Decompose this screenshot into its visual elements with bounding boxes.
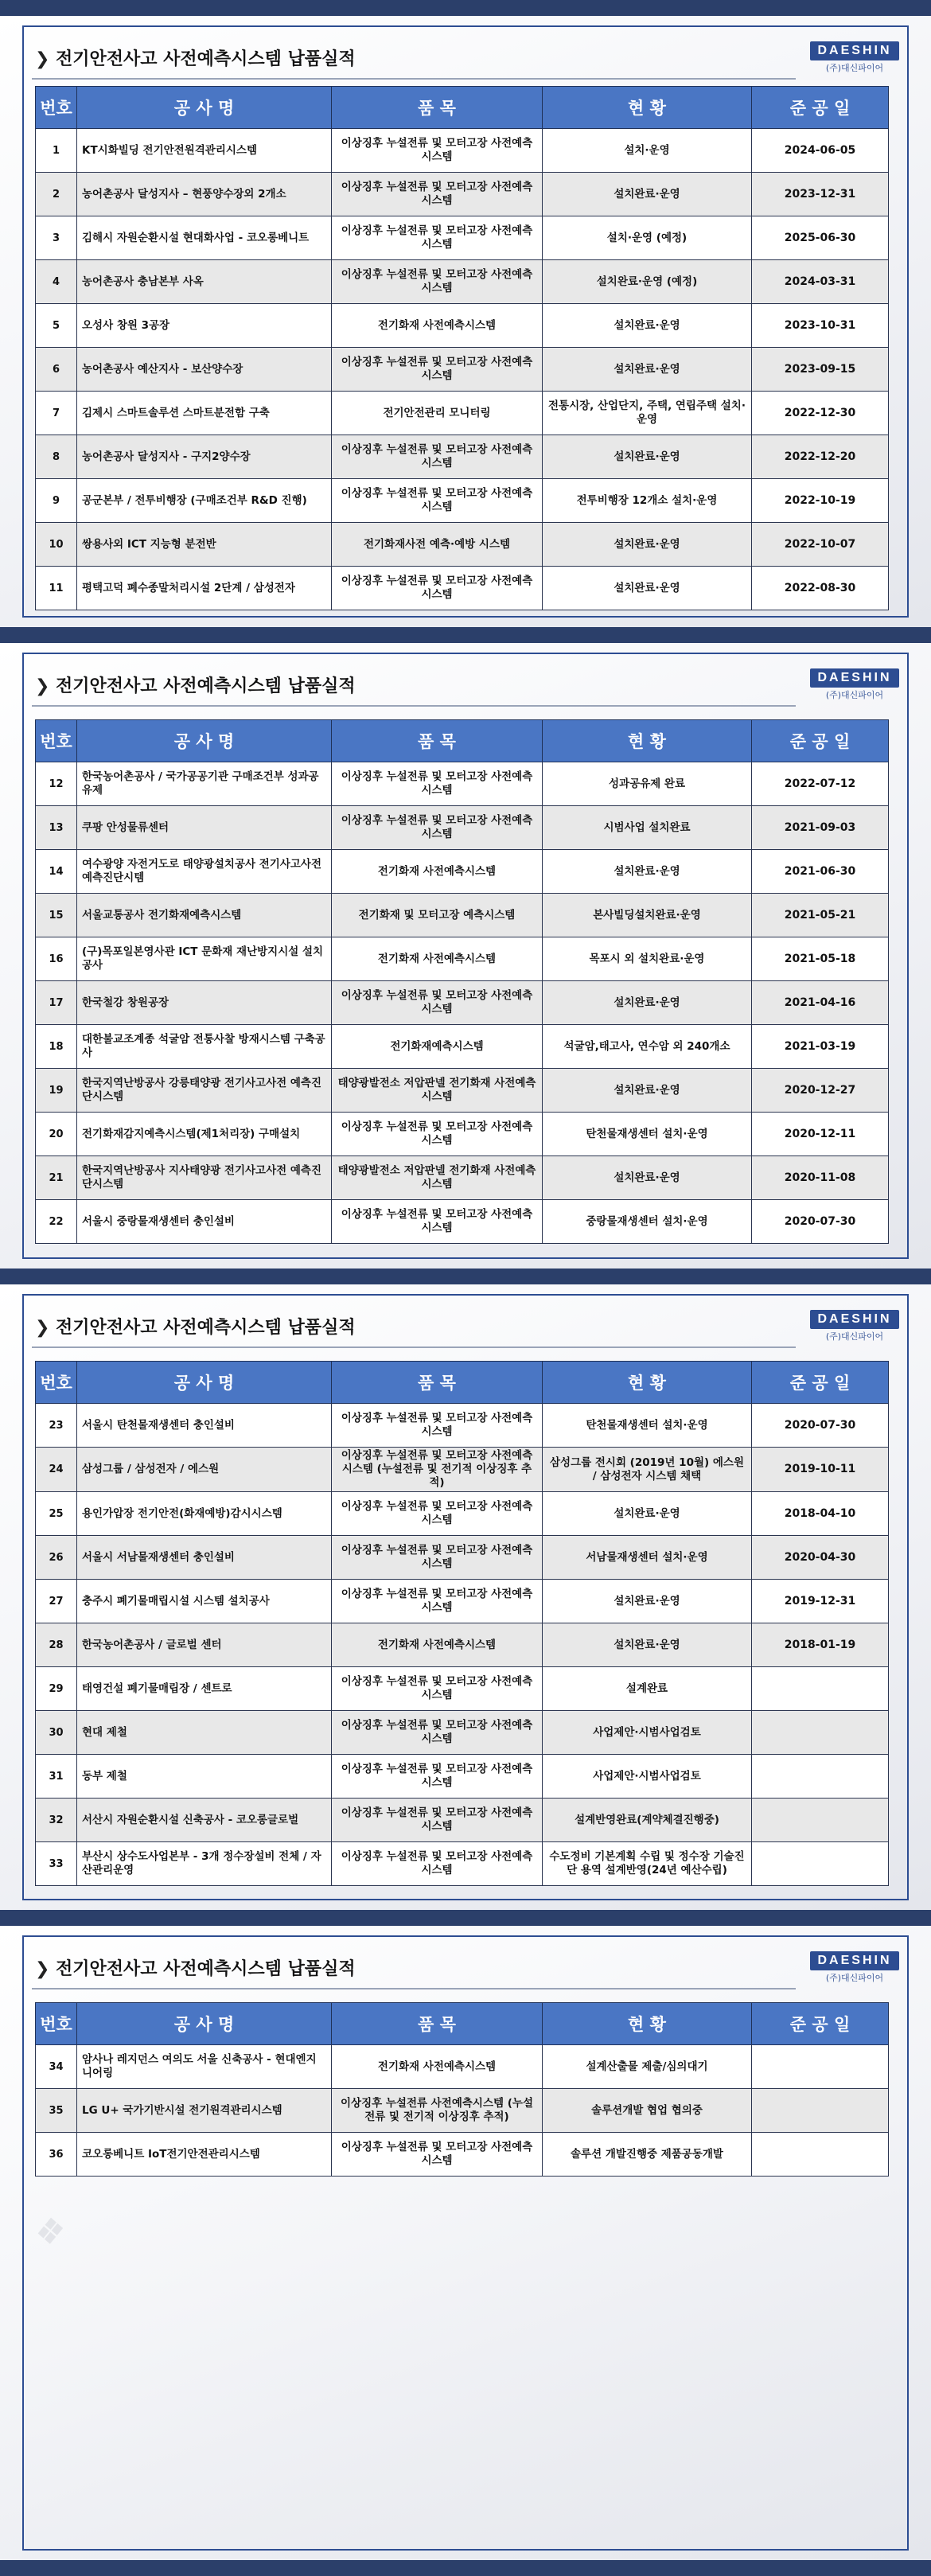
row-number: 19 (36, 1069, 77, 1113)
product-item: 전기화재사전 예측·예방 시스템 (332, 523, 543, 567)
product-item: 이상징후 누설전류 및 모터고장 사전예측시스템 (332, 2133, 543, 2177)
status-text: 삼성그룹 전시회 (2019년 10월) 에스원 / 삼성전자 시스템 채택 (543, 1448, 752, 1492)
table-row (36, 479, 889, 523)
completion-date: 2018-04-10 (752, 1492, 889, 1536)
table-row (36, 1156, 889, 1200)
table-row (36, 850, 889, 894)
status-text: 석굴암,태고사, 연수암 외 240개소 (543, 1025, 752, 1069)
status-text: 설치완료·운영 (예정) (543, 260, 752, 304)
logo-brand: DAESHIN (810, 668, 899, 688)
row-number: 16 (36, 937, 77, 981)
row-number: 22 (36, 1200, 77, 1244)
product-item: 이상징후 누설전류 및 모터고장 사전예측시스템 (332, 129, 543, 173)
product-item: 전기화재 사전예측시스템 (332, 304, 543, 348)
page-title: 전기안전사고 사전예측시스템 납품실적 (56, 1959, 356, 1979)
table-row (36, 523, 889, 567)
status-text: 수도정비 기본계획 수립 및 정수장 기술진단 용역 설계반영(24년 예산수립) (543, 1842, 752, 1886)
row-number: 11 (36, 567, 77, 610)
company-logo (810, 1310, 899, 1345)
separator-band (0, 627, 931, 643)
row-number: 31 (36, 1755, 77, 1799)
completion-date: 2024-06-05 (752, 129, 889, 173)
completion-date: 2022-10-07 (752, 523, 889, 567)
row-number: 12 (36, 762, 77, 806)
row-number: 25 (36, 1492, 77, 1536)
row-number: 27 (36, 1580, 77, 1623)
status-text: 설치완료·운영 (543, 1492, 752, 1536)
completion-date: 2021-04-16 (752, 981, 889, 1025)
project-name: 태영건설 폐기물매립장 / 센트로 (77, 1667, 332, 1711)
status-text: 탄천물재생센터 설치·운영 (543, 1404, 752, 1448)
completion-date: 2022-08-30 (752, 567, 889, 610)
product-item: 전기화재 및 모터고장 예측시스템 (332, 894, 543, 937)
status-text: 설치완료·운영 (543, 523, 752, 567)
row-number: 34 (36, 2045, 77, 2089)
completion-date: 2023-12-31 (752, 173, 889, 216)
project-name: 농어촌공사 예산지사 - 보산양수장 (77, 348, 332, 392)
column-header-status: 현 황 (543, 1362, 752, 1404)
project-name: 한국지역난방공사 지사태양광 전기사고사전 예측진단시스템 (77, 1156, 332, 1200)
status-text: 설치완료·운영 (543, 348, 752, 392)
status-text: 사업제안·시범사업검토 (543, 1711, 752, 1755)
column-header-no: 번호 (36, 2003, 77, 2045)
product-item: 전기화재 사전예측시스템 (332, 937, 543, 981)
chevron-right-icon: ❯ (35, 676, 50, 696)
background-watermark: ❖ (28, 2210, 68, 2255)
column-header-no: 번호 (36, 1362, 77, 1404)
product-item: 이상징후 누설전류 및 모터고장 사전예측시스템 (332, 173, 543, 216)
product-item: 태양광발전소 저압판넬 전기화재 사전예측시스템 (332, 1069, 543, 1113)
table-row (36, 894, 889, 937)
product-item: 이상징후 누설전류 및 모터고장 사전예측시스템 (332, 1200, 543, 1244)
table-row (36, 1492, 889, 1536)
status-text: 성과공유제 완료 (543, 762, 752, 806)
title-underline (32, 1988, 796, 1989)
column-header-status: 현 황 (543, 2003, 752, 2045)
table-row (36, 1536, 889, 1580)
completion-date: 2021-05-21 (752, 894, 889, 937)
completion-date: 2020-11-08 (752, 1156, 889, 1200)
status-text: 탄천물재생센터 설치·운영 (543, 1113, 752, 1156)
row-number: 35 (36, 2089, 77, 2133)
product-item: 이상징후 누설전류 및 모터고장 사전예측시스템 (332, 762, 543, 806)
title-underline (32, 78, 796, 80)
table-row (36, 1667, 889, 1711)
column-header-date: 준 공 일 (752, 2003, 889, 2045)
product-item: 이상징후 누설전류 및 모터고장 사전예측시스템 (332, 479, 543, 523)
status-text: 설치완료·운영 (543, 304, 752, 348)
status-text: 설치·운영 (543, 129, 752, 173)
table-row (36, 2045, 889, 2089)
table-row (36, 1025, 889, 1069)
chevron-right-icon: ❯ (35, 1318, 50, 1338)
status-text: 솔루션개발 협업 협의중 (543, 2089, 752, 2133)
product-item: 전기화재 사전예측시스템 (332, 2045, 543, 2089)
table-header-row (36, 1362, 889, 1404)
column-header-item: 품 목 (332, 87, 543, 129)
row-number: 8 (36, 435, 77, 479)
completion-date (752, 1842, 889, 1886)
row-number: 13 (36, 806, 77, 850)
slide-1 (0, 16, 931, 627)
product-item: 이상징후 누설전류 및 모터고장 사전예측시스템 (332, 981, 543, 1025)
table-row (36, 1404, 889, 1448)
table-row (36, 2133, 889, 2177)
status-text: 중랑물재생센터 설치·운영 (543, 1200, 752, 1244)
product-item: 이상징후 누설전류 및 모터고장 사전예측시스템 (332, 348, 543, 392)
project-name: 평택고덕 폐수종말처리시설 2단계 / 삼성전자 (77, 567, 332, 610)
table-header-row (36, 87, 889, 129)
completion-date: 2022-12-30 (752, 392, 889, 435)
column-header-name: 공 사 명 (77, 87, 332, 129)
table-row (36, 435, 889, 479)
product-item: 이상징후 누설전류 사전예측시스템 (누설전류 및 전기적 이상징후 추적) (332, 2089, 543, 2133)
separator-band (0, 1269, 931, 1284)
table-row (36, 260, 889, 304)
status-text: 설치완료·운영 (543, 981, 752, 1025)
product-item: 이상징후 누설전류 및 모터고장 사전예측시스템 (332, 1492, 543, 1536)
table-row (36, 1580, 889, 1623)
completion-date: 2020-07-30 (752, 1200, 889, 1244)
row-number: 20 (36, 1113, 77, 1156)
slide-header (32, 1310, 899, 1346)
table-row (36, 216, 889, 260)
row-number: 33 (36, 1842, 77, 1886)
table-row (36, 762, 889, 806)
status-text: 목포시 외 설치완료·운영 (543, 937, 752, 981)
row-number: 9 (36, 479, 77, 523)
table-row (36, 1448, 889, 1492)
page-title: 전기안전사고 사전예측시스템 납품실적 (56, 1318, 356, 1338)
status-text: 설치완료·운영 (543, 1069, 752, 1113)
status-text: 전통시장, 산업단지, 주택, 연립주택 설치·운영 (543, 392, 752, 435)
slide-3 (0, 1284, 931, 1910)
table-header-row (36, 2003, 889, 2045)
status-text: 설치완료·운영 (543, 567, 752, 610)
delivery-table (35, 86, 889, 610)
status-text: 설치완료·운영 (543, 1580, 752, 1623)
logo-subtitle: (주)대신파이어 (825, 63, 884, 73)
chevron-right-icon: ❯ (35, 1959, 50, 1979)
status-text: 설계반영완료(계약체결진행중) (543, 1799, 752, 1842)
chevron-right-icon: ❯ (35, 49, 50, 69)
column-header-status: 현 황 (543, 720, 752, 762)
logo-subtitle: (주)대신파이어 (825, 1973, 884, 1983)
row-number: 26 (36, 1536, 77, 1580)
completion-date: 2021-06-30 (752, 850, 889, 894)
status-text: 사업제안·시범사업검토 (543, 1755, 752, 1799)
status-text: 서남물재생센터 설치·운영 (543, 1536, 752, 1580)
completion-date: 2020-12-27 (752, 1069, 889, 1113)
project-name: 삼성그룹 / 삼성전자 / 에스원 (77, 1448, 332, 1492)
separator-band (0, 0, 931, 16)
product-item: 이상징후 누설전류 및 모터고장 사전예측시스템 (332, 1842, 543, 1886)
row-number: 5 (36, 304, 77, 348)
product-item: 전기화재예측시스템 (332, 1025, 543, 1069)
title-underline (32, 1346, 796, 1348)
completion-date: 2022-12-20 (752, 435, 889, 479)
row-number: 17 (36, 981, 77, 1025)
project-name: 전기화재감지예측시스템(제1처리장) 구매설치 (77, 1113, 332, 1156)
product-item: 이상징후 누설전류 및 모터고장 사전예측시스템 (332, 216, 543, 260)
completion-date (752, 2089, 889, 2133)
table-row (36, 1755, 889, 1799)
project-name: 한국농어촌공사 / 글로벌 센터 (77, 1623, 332, 1667)
product-item: 이상징후 누설전류 및 모터고장 사전예측시스템 (332, 1580, 543, 1623)
status-text: 설치완료·운영 (543, 1156, 752, 1200)
status-text: 설치·운영 (예정) (543, 216, 752, 260)
status-text: 설치완료·운영 (543, 173, 752, 216)
status-text: 시범사업 설치완료 (543, 806, 752, 850)
project-name: 농어촌공사 충남본부 사옥 (77, 260, 332, 304)
column-header-name: 공 사 명 (77, 2003, 332, 2045)
project-name: 서울교통공사 전기화재예측시스템 (77, 894, 332, 937)
table-row (36, 806, 889, 850)
status-text: 설치완료·운영 (543, 435, 752, 479)
delivery-table (35, 2002, 889, 2177)
logo-brand: DAESHIN (810, 1310, 899, 1329)
project-name: 서산시 자원순환시설 신축공사 - 코오롱글로벌 (77, 1799, 332, 1842)
product-item: 이상징후 누설전류 및 모터고장 사전예측시스템 (332, 567, 543, 610)
table-row (36, 173, 889, 216)
delivery-table (35, 719, 889, 1244)
column-header-status: 현 황 (543, 87, 752, 129)
table-row (36, 304, 889, 348)
table-row (36, 1842, 889, 1886)
table-row (36, 348, 889, 392)
status-text: 설치완료·운영 (543, 1623, 752, 1667)
row-number: 10 (36, 523, 77, 567)
row-number: 1 (36, 129, 77, 173)
project-name: 용인가압장 전기안전(화재예방)감시시스템 (77, 1492, 332, 1536)
project-name: 동부 제철 (77, 1755, 332, 1799)
completion-date: 2023-09-15 (752, 348, 889, 392)
project-name: 농어촌공사 달성지사 - 구지2양수장 (77, 435, 332, 479)
product-item: 이상징후 누설전류 및 모터고장 사전예측시스템 (332, 1113, 543, 1156)
table-row (36, 129, 889, 173)
row-number: 18 (36, 1025, 77, 1069)
row-number: 4 (36, 260, 77, 304)
completion-date: 2020-12-11 (752, 1113, 889, 1156)
product-item: 전기화재 사전예측시스템 (332, 850, 543, 894)
completion-date: 2022-10-19 (752, 479, 889, 523)
completion-date: 2022-07-12 (752, 762, 889, 806)
completion-date (752, 2045, 889, 2089)
company-logo (810, 1951, 899, 1986)
completion-date: 2024-03-31 (752, 260, 889, 304)
project-name: 한국지역난방공사 강릉태양광 전기사고사전 예측진단시스템 (77, 1069, 332, 1113)
logo-subtitle: (주)대신파이어 (825, 1331, 884, 1342)
status-text: 설치완료·운영 (543, 850, 752, 894)
logo-subtitle: (주)대신파이어 (825, 690, 884, 700)
company-logo (810, 41, 899, 76)
completion-date: 2018-01-19 (752, 1623, 889, 1667)
table-row (36, 392, 889, 435)
completion-date: 2025-06-30 (752, 216, 889, 260)
completion-date (752, 2133, 889, 2177)
project-name: 김제시 스마트솔루션 스마트분전함 구축 (77, 392, 332, 435)
column-header-no: 번호 (36, 720, 77, 762)
column-header-item: 품 목 (332, 720, 543, 762)
row-number: 7 (36, 392, 77, 435)
project-name: 한국농어촌공사 / 국가공공기관 구매조건부 성과공유제 (77, 762, 332, 806)
title-underline (32, 705, 796, 707)
row-number: 36 (36, 2133, 77, 2177)
completion-date: 2021-03-19 (752, 1025, 889, 1069)
project-name: 현대 제철 (77, 1711, 332, 1755)
project-name: 쿠팡 안성물류센터 (77, 806, 332, 850)
completion-date (752, 1799, 889, 1842)
project-name: 여수광양 자전거도로 태양광설치공사 전기사고사전예측진단시템 (77, 850, 332, 894)
column-header-item: 품 목 (332, 1362, 543, 1404)
product-item: 이상징후 누설전류 및 모터고장 사전예측시스템 (누설전류 및 전기적 이상징후 추적) (332, 1448, 543, 1492)
row-number: 2 (36, 173, 77, 216)
slide-4 (0, 1926, 931, 2560)
row-number: 28 (36, 1623, 77, 1667)
project-name: 서울시 서남물재생센터 충인설비 (77, 1536, 332, 1580)
completion-date: 2021-05-18 (752, 937, 889, 981)
product-item: 이상징후 누설전류 및 모터고장 사전예측시스템 (332, 806, 543, 850)
product-item: 이상징후 누설전류 및 모터고장 사전예측시스템 (332, 1755, 543, 1799)
table-row (36, 1799, 889, 1842)
column-header-name: 공 사 명 (77, 720, 332, 762)
table-row (36, 567, 889, 610)
product-item: 이상징후 누설전류 및 모터고장 사전예측시스템 (332, 1799, 543, 1842)
column-header-item: 품 목 (332, 2003, 543, 2045)
project-name: KT시화빌딩 전기안전원격관리시스템 (77, 129, 332, 173)
separator-band (0, 1910, 931, 1926)
project-name: 오성사 창원 3공장 (77, 304, 332, 348)
project-name: 충주시 폐기물매립시설 시스템 설치공사 (77, 1580, 332, 1623)
row-number: 15 (36, 894, 77, 937)
completion-date: 2019-12-31 (752, 1580, 889, 1623)
company-logo (810, 668, 899, 703)
product-item: 이상징후 누설전류 및 모터고장 사전예측시스템 (332, 1536, 543, 1580)
completion-date: 2019-10-11 (752, 1448, 889, 1492)
product-item: 이상징후 누설전류 및 모터고장 사전예측시스템 (332, 435, 543, 479)
completion-date: 2020-04-30 (752, 1536, 889, 1580)
slide-header (32, 668, 899, 705)
project-name: 암사나 레지던스 여의도 서울 신축공사 - 현대엔지니어링 (77, 2045, 332, 2089)
row-number: 23 (36, 1404, 77, 1448)
table-row (36, 1069, 889, 1113)
table-row (36, 1623, 889, 1667)
logo-brand: DAESHIN (810, 41, 899, 60)
logo-brand: DAESHIN (810, 1951, 899, 1970)
slide-header (32, 41, 899, 78)
project-name: 쌍용사외 ICT 지능형 분전반 (77, 523, 332, 567)
product-item: 이상징후 누설전류 및 모터고장 사전예측시스템 (332, 1667, 543, 1711)
product-item: 전기화재 사전예측시스템 (332, 1623, 543, 1667)
table-row (36, 1711, 889, 1755)
product-item: 태양광발전소 저압판넬 전기화재 사전예측시스템 (332, 1156, 543, 1200)
row-number: 6 (36, 348, 77, 392)
product-item: 이상징후 누설전류 및 모터고장 사전예측시스템 (332, 1711, 543, 1755)
table-header-row (36, 720, 889, 762)
project-name: 농어촌공사 달성지사 – 현풍양수장외 2개소 (77, 173, 332, 216)
completion-date (752, 1755, 889, 1799)
table-row (36, 937, 889, 981)
product-item: 이상징후 누설전류 및 모터고장 사전예측시스템 (332, 1404, 543, 1448)
row-number: 30 (36, 1711, 77, 1755)
status-text: 전투비행장 12개소 설치·운영 (543, 479, 752, 523)
delivery-table (35, 1361, 889, 1886)
project-name: 대한불교조계종 석굴암 전통사찰 방재시스템 구축공사 (77, 1025, 332, 1069)
page-title: 전기안전사고 사전예측시스템 납품실적 (56, 676, 356, 696)
completion-date: 2021-09-03 (752, 806, 889, 850)
table-row (36, 981, 889, 1025)
product-item: 전기안전관리 모니터링 (332, 392, 543, 435)
project-name: 공군본부 / 전투비행장 (구매조건부 R&D 진행) (77, 479, 332, 523)
project-name: 부산시 상수도사업본부 - 3개 정수장설비 전체 / 자산관리운영 (77, 1842, 332, 1886)
project-name: 서울시 탄천물재생센터 충인설비 (77, 1404, 332, 1448)
column-header-name: 공 사 명 (77, 1362, 332, 1404)
row-number: 21 (36, 1156, 77, 1200)
row-number: 29 (36, 1667, 77, 1711)
status-text: 설계산출물 제출/심의대기 (543, 2045, 752, 2089)
project-name: 서울시 중랑물재생센터 충인설비 (77, 1200, 332, 1244)
project-name: 김해시 자원순환시설 현대화사업 - 코오롱베니트 (77, 216, 332, 260)
column-header-date: 준 공 일 (752, 87, 889, 129)
status-text: 본사빌딩설치완료·운영 (543, 894, 752, 937)
completion-date (752, 1667, 889, 1711)
row-number: 3 (36, 216, 77, 260)
column-header-date: 준 공 일 (752, 720, 889, 762)
row-number: 32 (36, 1799, 77, 1842)
project-name: 한국철강 창원공장 (77, 981, 332, 1025)
row-number: 24 (36, 1448, 77, 1492)
column-header-date: 준 공 일 (752, 1362, 889, 1404)
table-row (36, 1113, 889, 1156)
slide-header (32, 1951, 899, 1988)
column-header-no: 번호 (36, 87, 77, 129)
table-row (36, 2089, 889, 2133)
product-item: 이상징후 누설전류 및 모터고장 사전예측시스템 (332, 260, 543, 304)
completion-date: 2023-10-31 (752, 304, 889, 348)
table-row (36, 1200, 889, 1244)
status-text: 솔루션 개발진행중 제품공동개발 (543, 2133, 752, 2177)
page-title: 전기안전사고 사전예측시스템 납품실적 (56, 49, 356, 69)
project-name: (구)목포일본영사관 ICT 문화재 재난방지시설 설치공사 (77, 937, 332, 981)
status-text: 설계완료 (543, 1667, 752, 1711)
project-name: 코오롱베니트 IoT전기안전관리시스템 (77, 2133, 332, 2177)
completion-date: 2020-07-30 (752, 1404, 889, 1448)
slide-2 (0, 643, 931, 1269)
completion-date (752, 1711, 889, 1755)
row-number: 14 (36, 850, 77, 894)
separator-band (0, 2560, 931, 2576)
project-name: LG U+ 국가기반시설 전기원격관리시스템 (77, 2089, 332, 2133)
